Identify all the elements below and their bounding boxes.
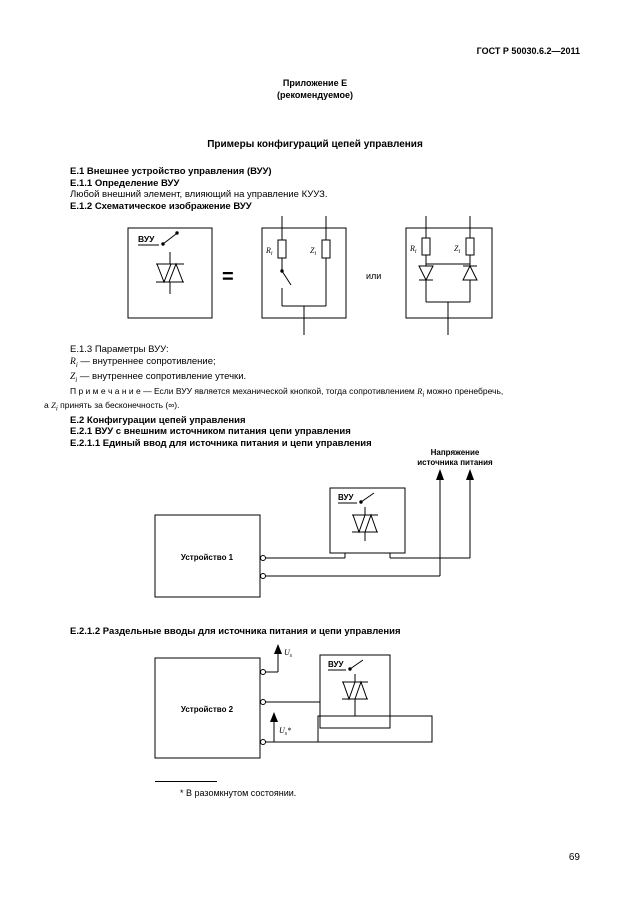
vuu-box-2: [262, 228, 346, 318]
r-label-box2: $R_i$: [266, 246, 273, 257]
or-label: или: [366, 271, 382, 281]
vuu-box-3: [406, 228, 492, 318]
device2-label: Устройство 2: [180, 705, 234, 714]
us-star-label: $U_s*$: [279, 726, 292, 737]
note-line1: [44, 386, 592, 400]
page-number: 69: [568, 852, 580, 863]
note-r-symbol: R: [417, 386, 423, 397]
us-arrow: [274, 644, 282, 654]
ri-symbol: R: [70, 356, 76, 367]
vuu-label-fig3: ВУУ: [328, 660, 344, 669]
figure-single-input: [150, 443, 495, 613]
note-mid: можно пренебречь,: [424, 386, 504, 397]
heading-e1-3: Е.1.3 Параметры ВУУ:: [70, 344, 169, 355]
equals-sign: =: [222, 266, 234, 288]
vuu-label-fig2: ВУУ: [338, 493, 354, 502]
zi-subscript: i: [75, 375, 78, 384]
us-label: $U_s$: [284, 648, 293, 659]
note-r-subscript: i: [422, 390, 425, 399]
output-bar: [318, 716, 432, 742]
paragraph-e1-1: Любой внешний элемент, влияющий на управление КУУЗ.: [70, 189, 328, 200]
zi-symbol: Z: [70, 371, 76, 382]
heading-e1-1: Е.1.1 Определение ВУУ: [70, 177, 180, 189]
figure-separate-inputs: [150, 640, 450, 775]
heading-e1: Е.1 Внешнее устройство управления (ВУУ): [70, 166, 272, 177]
note-z-symbol: Z: [51, 400, 56, 411]
note-l2a: а: [44, 400, 52, 411]
supply-label-line2: источника питания: [417, 458, 493, 467]
heading-e2: Е.2 Конфигурации цепей управления: [70, 414, 246, 426]
note-l2b: принять за бесконечность (∞).: [57, 400, 180, 411]
supply-arrow-1: [436, 469, 444, 480]
footnote-rule: [155, 781, 217, 782]
note-intro: П р и м е ч а н и е — Если ВУУ является механической кнопкой, тогда сопротивлением: [70, 386, 418, 397]
param-ri: [44, 356, 592, 371]
heading-e1-2: Е.1.2 Схематическое изображение ВУУ: [70, 200, 252, 212]
annex-kind: (рекомендуемое): [277, 90, 353, 100]
us-star-arrow: [270, 712, 278, 722]
section-e1-block: [70, 166, 570, 212]
heading-e2-1-2: Е.2.1.2 Раздельные вводы для источника питания и цепи управления: [70, 626, 401, 637]
zi-definition: — внутреннее сопротивление утечки.: [77, 370, 247, 382]
ri-definition: — внутреннее сопротивление;: [77, 355, 216, 367]
ri-subscript: i: [75, 360, 78, 369]
z-label-box2: $Z_i$: [310, 246, 317, 257]
annex-name: Приложение Е: [282, 78, 348, 88]
heading-e2-1-1: Е.2.1.1 Единый ввод для источника питания и цепи управления: [70, 437, 372, 449]
note-line2: [44, 400, 592, 414]
supply-label-line1: Напряжение: [430, 448, 480, 457]
r-label-box3: $R_i$: [410, 244, 417, 255]
vuu-label-box1: ВУУ: [138, 234, 155, 244]
z-label-box3: $Z_i$: [454, 244, 461, 255]
section-e13-e2-block: [44, 344, 592, 449]
vuu-box3-graphics: [406, 216, 492, 335]
supply-arrow-2: [466, 469, 474, 480]
param-zi: [44, 371, 592, 386]
footnote-text: * В разомкнутом состоянии.: [180, 788, 297, 798]
vuu-box2-graphics: [262, 216, 346, 335]
fig2-graphics: [155, 477, 470, 597]
note-z-subscript: i: [55, 405, 58, 414]
figure-vuu-schematic: [118, 214, 508, 338]
device1-label: Устройство 1: [180, 553, 234, 562]
heading-e2-1: Е.2.1 ВУУ с внешним источником питания цепи управления: [70, 426, 351, 438]
page-title: Примеры конфигураций цепей управления: [207, 139, 423, 150]
doc-number: ГОСТ Р 50030.6.2—2011: [476, 46, 580, 56]
